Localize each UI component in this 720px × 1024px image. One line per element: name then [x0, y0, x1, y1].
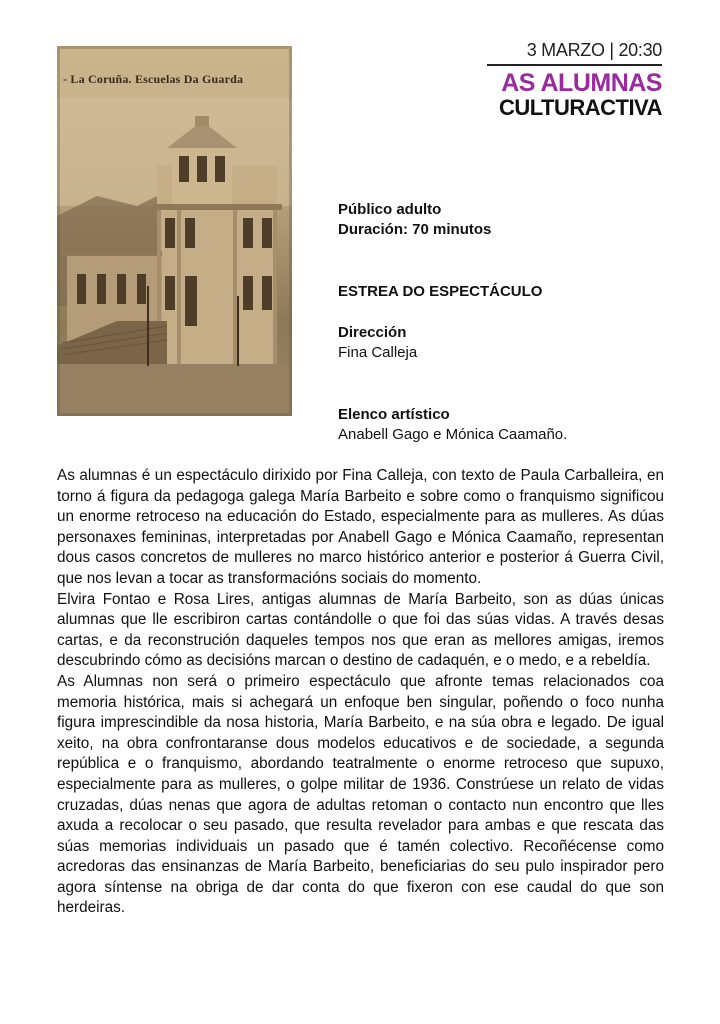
premiere-label: ESTREA DO ESPECTÁCULO — [338, 283, 543, 300]
event-header — [487, 40, 662, 120]
duration-label: Duración: 70 minutos — [338, 221, 492, 238]
description-body — [57, 466, 664, 919]
audience-label: Público adulto — [338, 201, 442, 218]
description-paragraph: As alumnas é un espectáculo dirixido por Fina Calleja, con texto de Paula Carballeira, en torno á figura da pedagoga galega María Barbeito e sobre como o franquismo significou un enorme retroceso na educación do Estado, especialmente para as mulleres. As dúas personaxes femininas, interpretadas por Anabell Gago e Mónica Caamaño, representan dous casos concretos de mulleres no marco histórico anterior e posterior á Guerra Civil, que nos levan a tocar as transformacións sociais do momento. — [57, 467, 664, 587]
school-building-illustration — [57, 46, 292, 416]
show-title: AS ALUMNAS — [501, 69, 662, 97]
cast-label: Elenco artístico — [338, 406, 450, 423]
event-info — [338, 200, 668, 445]
company-name: CULTURACTIVA — [498, 95, 662, 120]
historic-school-photo — [57, 46, 292, 416]
direction-value: Fina Calleja — [338, 344, 418, 361]
event-date: 3 MARZO | 20:30 — [487, 40, 662, 66]
photo-caption: - La Coruña. Escuelas Da Guarda — [63, 72, 244, 86]
description-paragraph: As Alumnas non será o primeiro espectáculo que afronte temas relacionados coa memoria histórica, mais si achegará un enfoque ben singular, poñendo o foco nunha figura imprescindible da nosa historia, María Barbeito, e na súa obra e legado. De igual xeito, na obra confrontaranse dous modelos educativos e de sociedade, a segunda república e o franquismo, abordando teatralmente o enorme retroceso que supuxo, especialmente para as mulleres, o golpe militar de 1936. Constrúese un relato de vidas cruzadas, dúas nenas que agora de adultas retoman o contacto nun encontro que lles axuda a recolocar o seu pasado, que resulta revelador para ambas e que rescata das súas memorias individuais un pasado que é tamén colectivo. Recoñécense como acredoras das ensinanzas de María Barbeito, beneficiarias do seu pulo inspirador pero agora síntense na obriga de dar conta do que fixeron con ese caudal do que son herdeiras. — [57, 672, 664, 917]
direction-label: Dirección — [338, 324, 407, 341]
cast-value: Anabell Gago e Mónica Caamaño. — [338, 426, 568, 443]
description-paragraph: Elvira Fontao e Rosa Lires, antigas alumnas de María Barbeito, son as dúas únicas alumnas que lle escribiron cartas contándolle o que foi das súas vidas. A través desas cartas, e da reconstrución daqueles tempos nos que eran as mellores amigas, iremos descubrindo cómo as decisións marcan o destino de cadaquén, e o medo, e a rebeldía. — [57, 590, 664, 670]
